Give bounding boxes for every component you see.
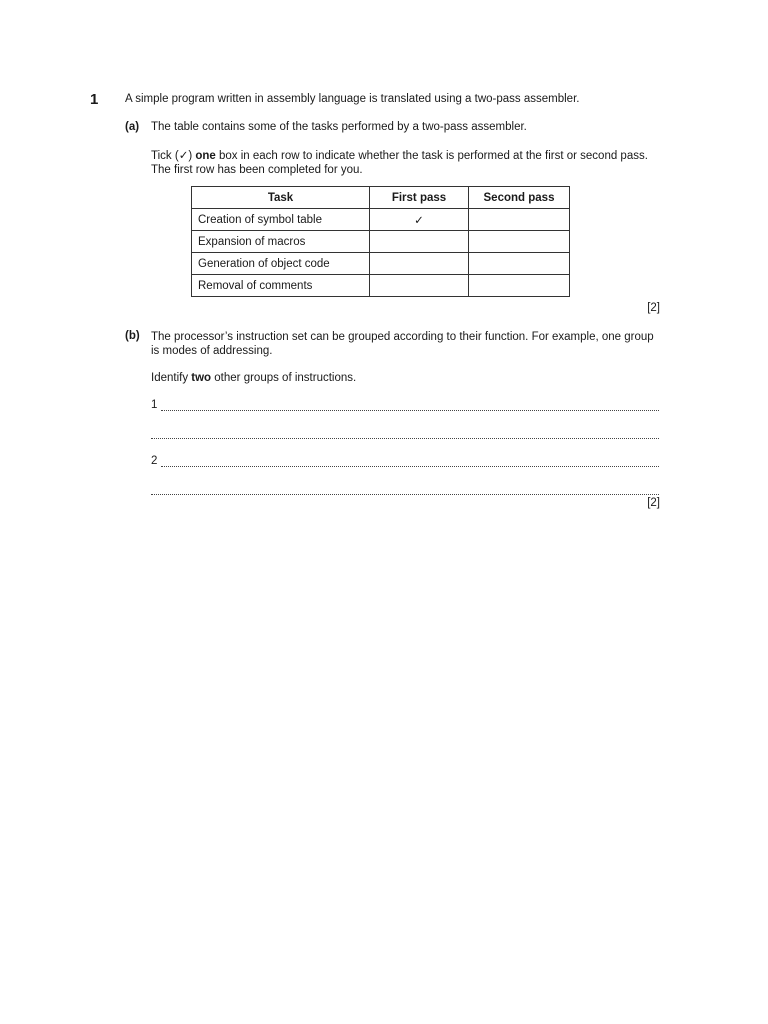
answer-line-2[interactable] <box>151 455 659 467</box>
table-header-row <box>192 187 570 209</box>
task-cell: Generation of object code <box>192 253 370 275</box>
part-b-label: (b) <box>125 330 140 342</box>
tick-symbol: ✓ <box>178 150 189 162</box>
task-cell: Removal of comments <box>192 275 370 297</box>
table-row <box>192 231 570 253</box>
table-row <box>192 275 570 297</box>
part-a-instruction <box>151 149 661 177</box>
part-a-intro: The table contains some of the tasks performed by a two-pass assembler. <box>151 121 527 133</box>
answer-line-1-continuation[interactable] <box>151 427 659 439</box>
first-pass-box[interactable] <box>370 275 469 297</box>
assembler-task-table <box>191 186 570 297</box>
instruction-emphasis: two <box>191 372 212 384</box>
second-pass-box[interactable] <box>469 253 570 275</box>
table-row <box>192 253 570 275</box>
table-row <box>192 209 570 231</box>
first-pass-box[interactable] <box>370 231 469 253</box>
answer-line-2-continuation[interactable] <box>151 483 659 495</box>
header-first-pass: First pass <box>370 187 469 209</box>
header-second-pass: Second pass <box>469 187 570 209</box>
part-a-marks: [2] <box>647 302 660 314</box>
instruction-text-pre: Identify <box>151 372 192 384</box>
instruction-emphasis: one <box>195 150 216 162</box>
question-number: 1 <box>90 91 99 108</box>
header-task: Task <box>192 187 370 209</box>
answer-line-1[interactable] <box>151 399 659 411</box>
part-b-marks: [2] <box>647 497 660 509</box>
task-cell: Expansion of macros <box>192 231 370 253</box>
second-pass-box[interactable] <box>469 231 570 253</box>
dotted-line <box>151 429 659 439</box>
first-pass-box[interactable] <box>370 253 469 275</box>
part-a-label: (a) <box>125 121 140 133</box>
question-stem: A simple program written in assembly language is translated using a two-pass assembler. <box>125 93 580 105</box>
dotted-line <box>151 485 659 495</box>
second-pass-box[interactable] <box>469 209 570 231</box>
dotted-line <box>161 457 659 467</box>
dotted-line <box>161 401 659 411</box>
answer-number: 1 <box>151 399 158 411</box>
instruction-text-post: other groups of instructions. <box>211 372 357 384</box>
second-pass-box[interactable] <box>469 275 570 297</box>
instruction-text-pre: Tick ( <box>151 150 179 162</box>
instruction-text-mid: ) <box>188 150 196 162</box>
answer-number: 2 <box>151 455 158 467</box>
task-cell: Creation of symbol table <box>192 209 370 231</box>
instruction-text-post: box in each row to indicate whether the task is performed at the first or second pass. The first row has been completed for you. <box>151 150 648 176</box>
part-b-intro: The processor’s instruction set can be grouped according to their function. For example, one group is modes of addressing. <box>151 331 654 357</box>
part-b-instruction <box>151 372 356 384</box>
first-pass-box[interactable]: ✓ <box>370 209 469 231</box>
